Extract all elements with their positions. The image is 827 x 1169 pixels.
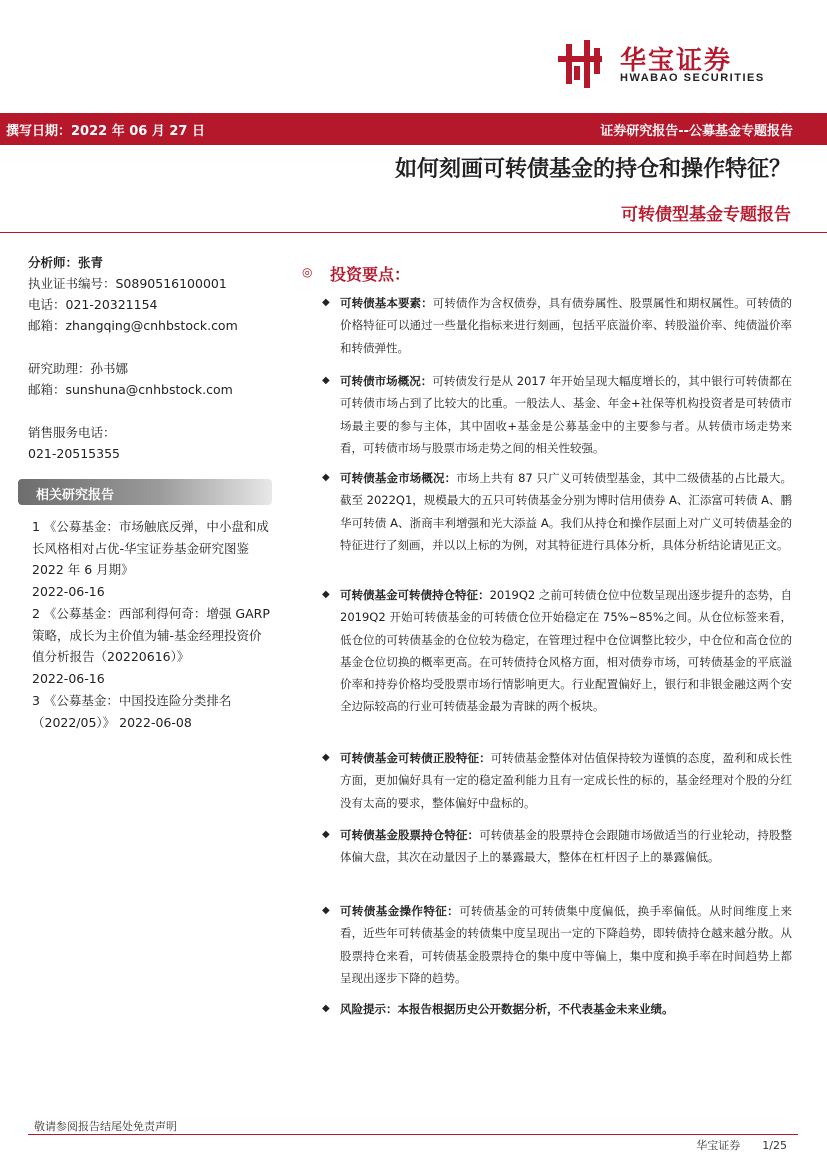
sales-phone: 021-20515355 [28, 446, 120, 461]
highlight-item: ◆ 可转债基金可转债正股特征：可转债基金整体对估值保持较为谨慎的态度，盈利和成长性方面，更加偏好具有一定的稳定盈利能力且有一定成长性的标的，基金经理对个股的分红没有太高的要求，整体偏好中盘标的。 [340, 747, 792, 814]
diamond-bullet-icon: ◆ [322, 905, 330, 916]
footer-divider [28, 1134, 798, 1135]
related-reports-header [18, 479, 272, 505]
diamond-bullet-icon: ◆ [322, 589, 330, 600]
title-divider [0, 232, 827, 233]
highlight-item: ◆ 可转债基金市场概况：市场上共有 87 只广义可转债型基金，其中二级债基的占比最大。截至 2022Q1，规模最大的五只可转债基金分别为博时信用债券 A、汇添富可转债 A、鹏华可转债 A、浙商丰利增强和光大添益 A。我们从持仓和操作层面上对广义可转债基金的特征进行了刻画，并以以上标的为例，对其特征进行具体分析，具体分析结论请见正文。 [340, 467, 792, 556]
footer-company: 华宝证券 [696, 1139, 741, 1152]
diamond-bullet-icon: ◆ [322, 752, 330, 763]
risk-warning: ◆ 风险提示：本报告根据历史公开数据分析，不代表基金未来业绩。 [340, 998, 792, 1020]
assistant-name: 研究助理：孙书娜 [28, 361, 129, 376]
related-report-item[interactable]: 1 《公募基金：市场触底反弹，中小盘和成长风格相对占优-华宝证券基金研究图鉴 2022 年 6 月期》 2022-06-16 [32, 519, 269, 599]
license-number: 执业证书编号：S0890516100001 [28, 276, 227, 291]
highlight-item: ◆ 可转债基金可转债持仓特征：2019Q2 之前可转债仓位中位数呈现出逐步提升的态势，自 2019Q2 开始可转债基金的可转债仓位开始稳定在 75%~85%之间。从仓位标签来看，低仓位的可转债基金的仓位较为稳定，在管理过程中仓位调整比较少，中仓位和高仓位的基金仓位切换的概率更高。在可转债持仓风格方面，相对债券市场，可转债基金的平底溢价率和持券价格均受股票市场行情影响更大。行业配置偏好上，银行和非银金融这两个安全边际较高的行业可转债基金最为青睐的两个板块。 [340, 584, 792, 718]
related-reports-list [32, 516, 272, 733]
page-subtitle: 可转债型基金专题报告 [621, 205, 791, 225]
page-number: 1/25 [762, 1139, 787, 1152]
company-logo [556, 38, 788, 90]
target-icon: ◎ [302, 265, 313, 279]
contact-info [28, 252, 278, 464]
analyst-phone: 电话：021-20321154 [28, 297, 158, 312]
header-bar [0, 113, 827, 145]
analyst-email: 邮箱：zhangqing@cnhbstock.com [28, 318, 238, 333]
highlight-item: ◆ 可转债基金操作特征：可转债基金的可转债集中度偏低，换手率偏低。从时间维度上来看，近些年可转债基金的转债集中度呈现出一定的下降趋势，即转债持仓越来越分散。从股票持仓来看，可转债基金股票持仓的集中度中等偏上，集中度和换手率在时间趋势上都呈现出逐步下降的趋势。 [340, 900, 792, 989]
diamond-bullet-icon: ◆ [322, 1003, 330, 1014]
report-type: 证券研究报告--公募基金专题报告 [600, 124, 793, 139]
logo-text-cn: 华宝证券 [620, 46, 733, 76]
disclaimer-note: 敬请参阅报告结尾处免责声明 [34, 1120, 177, 1133]
related-report-item[interactable]: 2 《公募基金：西部利得何奇：增强 GARP 策略，成长为主价值为辅-基金经理投资价值分析报告（20220616）》 2022-06-16 [32, 606, 270, 686]
sales-label: 销售服务电话： [28, 425, 116, 440]
related-report-item[interactable]: 3 《公募基金：中国投连险分类排名（2022/05）》 2022-06-08 [32, 693, 232, 730]
page-title: 如何刻画可转债基金的持仓和操作特征？ [394, 156, 791, 182]
hwabao-logo-mark-icon [556, 38, 616, 90]
highlight-item: ◆ 可转债市场概况：可转债发行是从 2017 年开始呈现大幅度增长的，其中银行可转债都在可转债市场占到了比较大的比重。一般法人、基金、年金+社保等机构投资者是可转债市场最主要的参与主体，其中固收+基金是公募基金中的主要参与者。从转债市场走势来看，可转债市场与股票市场走势之间的相关性较强。 [340, 370, 792, 459]
highlight-item: ◆ 可转债基金股票持仓特征：可转债基金的股票持仓会跟随市场做适当的行业轮动，持股整体偏大盘，其次在动量因子上的暴露最大，整体在杠杆因子上的暴露偏低。 [340, 824, 792, 869]
related-reports-title: 相关研究报告 [36, 488, 115, 503]
report-date: 撰写日期：2022 年 06 月 27 日 [6, 124, 205, 139]
diamond-bullet-icon: ◆ [322, 297, 330, 308]
highlight-item: ◆ 可转债基本要素：可转债作为含权债券，具有债券属性、股票属性和期权属性。可转债的价格特征可以通过一些量化指标来进行刻画，包括平底溢价率、转股溢价率、纯债溢价率和转债弹性。 [340, 292, 792, 359]
diamond-bullet-icon: ◆ [322, 829, 330, 840]
diamond-bullet-icon: ◆ [322, 375, 330, 386]
diamond-bullet-icon: ◆ [322, 472, 330, 483]
page-footer [674, 1137, 787, 1153]
assistant-email: 邮箱：sunshuna@cnhbstock.com [28, 382, 233, 397]
analyst-name: 分析师：张青 [28, 255, 104, 270]
logo-text-en: HWABAO SECURITIES [620, 72, 765, 84]
